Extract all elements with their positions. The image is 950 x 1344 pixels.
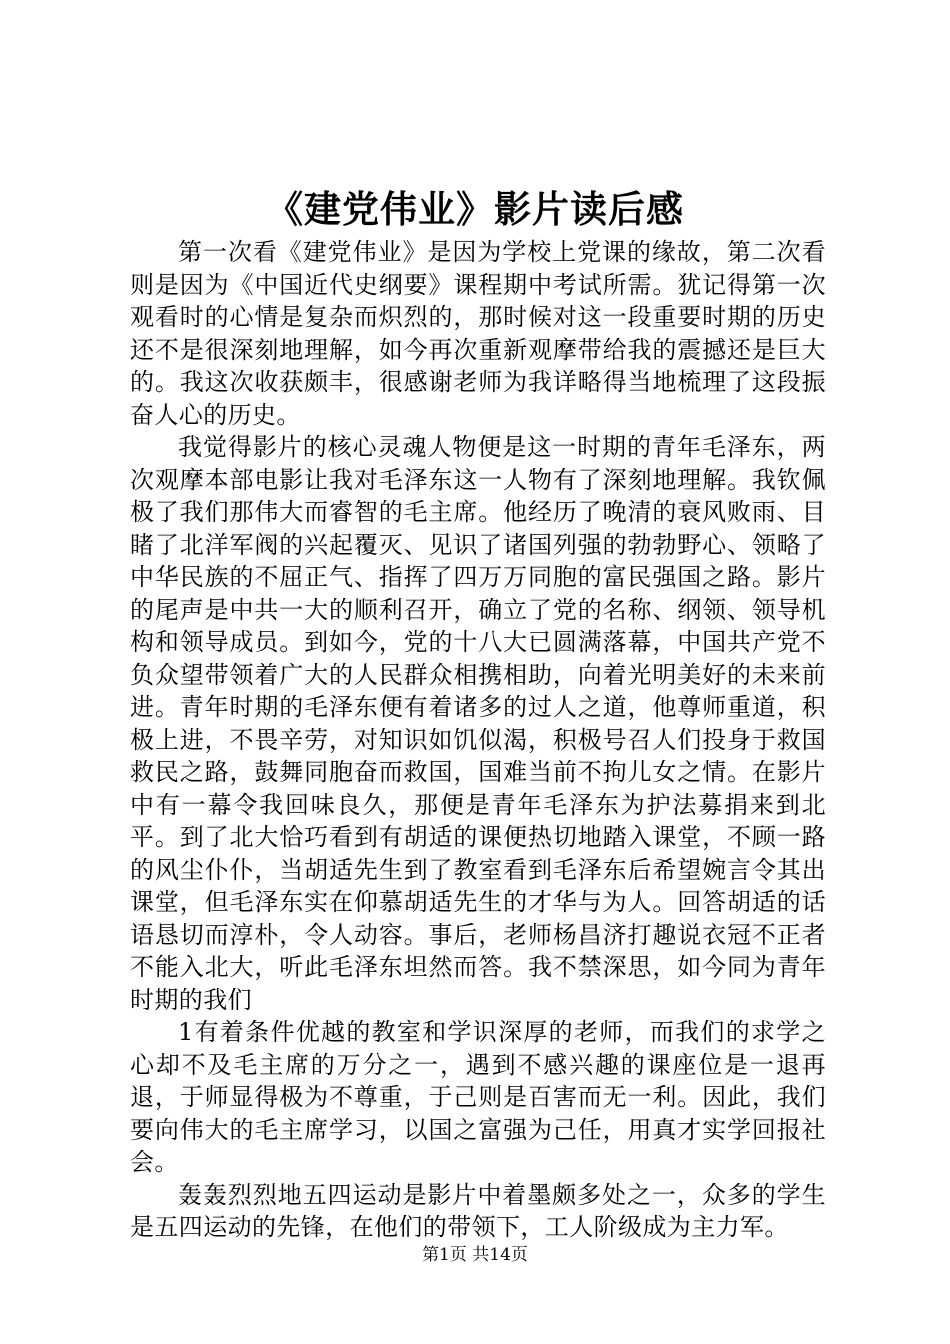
paragraph-4: 轰轰烈烈地五四运动是影片中着墨颇多处之一，众多的学生是五四运动的先锋，在他们的带领下，工人阶级成为主力军。 xyxy=(130,1180,826,1241)
document-body xyxy=(130,236,826,1244)
page-footer: 第1页 共14页 xyxy=(422,1245,528,1265)
paragraph-2: 我觉得影片的核心灵魂人物便是这一时期的青年毛泽东，两次观摩本部电影让我对毛泽东这一人物有了深刻地理解。我钦佩极了我们那伟大而睿智的毛主席。他经历了晚清的衰风败雨、目睹了北洋军阀的兴起覆灭、见识了诸国列强的勃勃野心、领略了中华民族的不屈正气、指挥了四万万同胞的富民强国之路。影片的尾声是中共一大的顺利召开，确立了党的名称、纲领、领导机构和领导成员。到如今，党的十八大已圆满落幕，中国共产党不负众望带领着广大的人民群众相携相助，向着光明美好的未来前进。青年时期的毛泽东便有着诸多的过人之道，他尊师重道，积极上进，不畏辛劳，对知识如饥似渴，积极号召人们投身于救国救民之路，鼓舞同胞奋而救国，国难当前不拘儿女之情。在影片中有一幕令我回味良久，那便是青年毛泽东为护法募捐来到北平。到了北大恰巧看到有胡适的课便热切地踏入课堂，不顾一路的风尘仆仆，当胡适先生到了教室看到毛泽东后希望婉言令其出课堂，但毛泽东实在仰慕胡适先生的才华与为人。回答胡适的话语恳切而淳朴，令人动容。事后，老师杨昌济打趣说衣冠不正者不能入北大，听此毛泽东坦然而答。我不禁深思，如今同为青年时期的我们 xyxy=(130,433,826,1014)
document-title: 《建党伟业》影片读后感 xyxy=(266,187,684,231)
paragraph-3: 1有着条件优越的教室和学识深厚的老师，而我们的求学之心却不及毛主席的万分之一，遇到不感兴趣的课座位是一退再退，于师显得极为不尊重，于己则是百害而无一利。因此，我们要向伟大的毛主席学习，以国之富强为己任，用真才实学回报社会。 xyxy=(130,1018,826,1176)
paragraph-1: 第一次看《建党伟业》是因为学校上党课的缘故，第二次看则是因为《中国近代史纲要》课程期中考试所需。犹记得第一次观看时的心情是复杂而炽烈的，那时候对这一段重要时期的历史还不是很深刻地理解，如今再次重新观摩带给我的震撼还是巨大的。我这次收获颇丰，很感谢老师为我详略得当地梳理了这段振奋人心的历史。 xyxy=(130,238,826,429)
